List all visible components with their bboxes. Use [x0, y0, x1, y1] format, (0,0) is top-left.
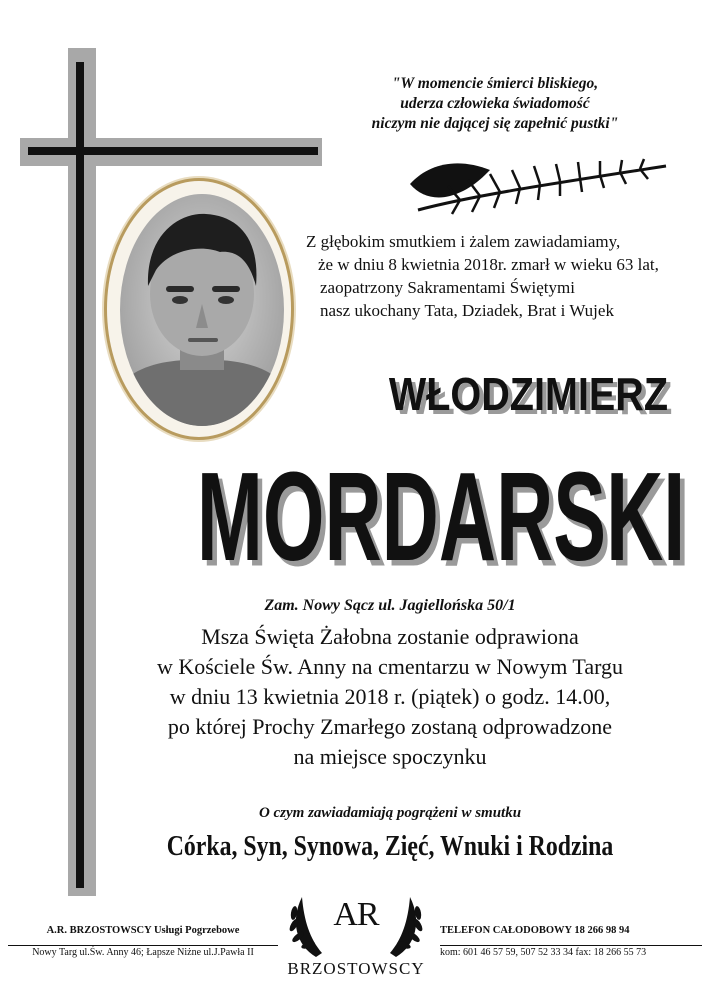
mass-line: po której Prochy Zmarłego zostaną odprowadzone [167, 714, 613, 739]
portrait-photo [120, 194, 284, 426]
cross-horizontal [28, 147, 318, 155]
mourners-intro: O czym zawiadamiają pogrążeni w smutku [258, 805, 522, 821]
quote-line: uderza człowieka świadomość [400, 95, 590, 112]
mass-line: w Kościele Św. Anny na cmentarzu w Nowym Targu [156, 654, 624, 679]
footer-contacts: kom: 601 46 57 59, 507 52 33 34 fax: 18 266 55 73 [440, 947, 647, 958]
quote [330, 74, 660, 134]
funeral-mass-info [110, 622, 670, 772]
quote-line: "W momencie śmierci bliskiego, [391, 75, 599, 92]
mass-line: w dniu 13 kwietnia 2018 r. (piątek) o godz. 14.00, [169, 684, 611, 709]
mourners-family: Córka, Syn, Synowa, Zięć, Wnuki i Rodzina [166, 831, 614, 862]
mass-line: Msza Święta Żałobna zostanie odprawiona [201, 624, 579, 649]
intro-line: nasz ukochany Tata, Dziadek, Brat i Wujek [320, 301, 614, 320]
palm-branch-icon [400, 156, 670, 220]
logo-letters: AR [333, 896, 379, 933]
deceased-address: Zam. Nowy Sącz ul. Jagiellońska 50/1 [264, 597, 516, 614]
intro-line: Z głębokim smutkiem i żalem zawiadamiamy, [306, 232, 621, 251]
footer-address: Nowy Targ ul.Św. Anny 46; Łapsze Niżne ul.J.Pawła II [32, 947, 254, 958]
deceased-first-name: WŁODZIMIERZ [388, 368, 668, 420]
footer-company-block [8, 923, 278, 960]
intro-line: zaopatrzony Sakramentami Świętymi [320, 278, 575, 297]
footer-phone: TELEFON CAŁODOBOWY 18 266 98 94 [440, 925, 630, 936]
logo-company-name: BRZOSTOWSCY [287, 959, 425, 978]
deceased-surname: MORDARSKI [196, 446, 686, 588]
intro-line: że w dniu 8 kwietnia 2018r. zmarł w wieku 63 lat, [318, 255, 659, 274]
footer-company: A.R. BRZOSTOWSCY Usługi Pogrzebowe [46, 925, 240, 936]
quote-line: niczym nie dającej się zapełnić pustki" [371, 115, 619, 132]
mass-line: na miejsce spoczynku [293, 744, 487, 769]
footer-contact-block [440, 923, 700, 960]
cross-vertical [76, 62, 84, 888]
announcement-intro [306, 230, 666, 322]
